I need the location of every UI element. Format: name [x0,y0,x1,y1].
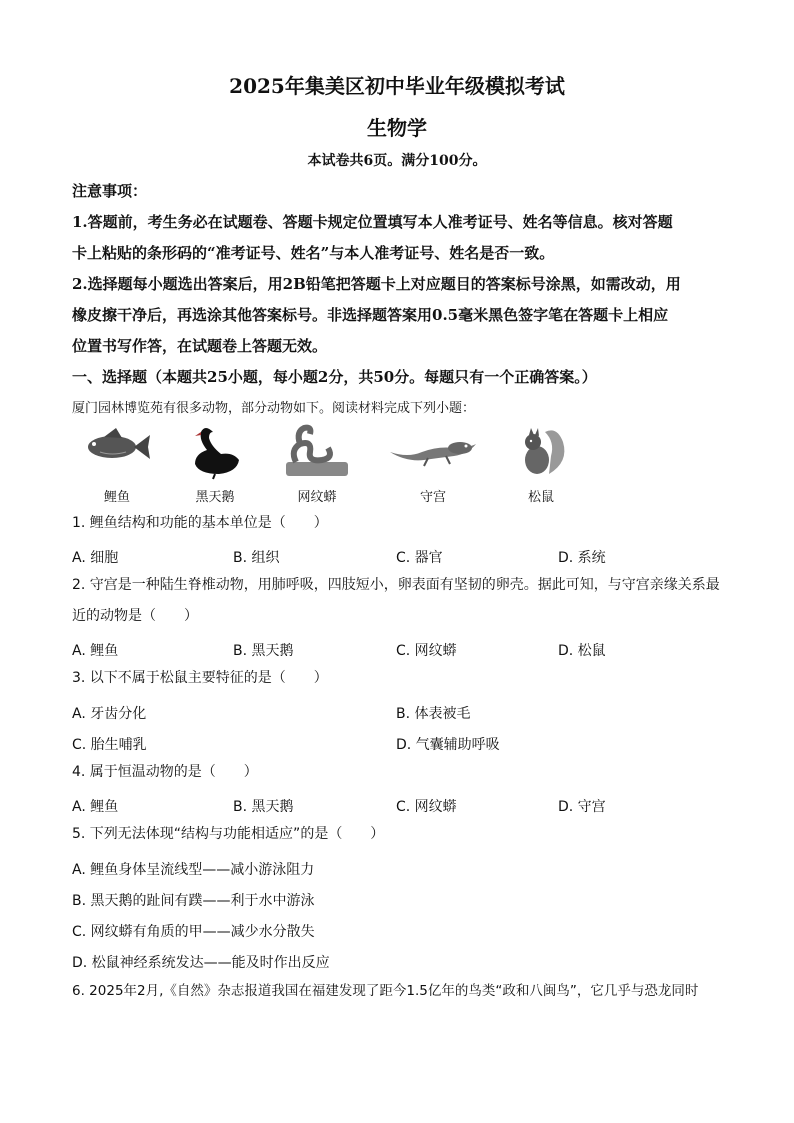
animal-carp [72,422,162,508]
section-heading: 一、选择题（本题共25小题，每小题2分，共50分。每题只有一个正确答案。） [72,368,597,386]
q5-option-b: B. 黑天鹅的趾间有蹼——利于水中游泳 [72,893,315,909]
q1-option-d: D. 系统 [558,550,606,566]
gecko-icon [388,422,478,472]
animal-gecko [388,422,478,508]
notes-line: 1.答题前，考生务必在试题卷、答题卡规定位置填写本人准考证号、姓名等信息。核对答题 [72,213,673,231]
question-6-stem: 6. 2025年2月,《自然》杂志报道我国在福建发现了距今1.5亿年的鸟类“政和八闽鸟”，它几乎与恐龙同时 [72,983,699,999]
animal-label: 鲤鱼 [103,490,130,505]
q5-option-d: D. 松鼠神经系统发达——能及时作出反应 [72,955,330,971]
q3-option-a: A. 牙齿分化 [72,706,147,722]
question-3-stem: 3. 以下不属于松鼠主要特征的是（ ） [72,670,328,686]
q4-option-b: B. 黑天鹅 [233,799,294,815]
notes-line: 卡上粘贴的条形码的“准考证号、姓名”与本人准考证号、姓名是否一致。 [72,244,555,262]
q3-option-b: B. 体表被毛 [396,706,471,722]
q3-option-d: D. 气囊辅助呼吸 [396,737,500,753]
q5-option-c: C. 网纹蟒有角质的甲——减少水分散失 [72,924,315,940]
animal-label: 网纹蟒 [297,490,337,505]
exam-title: 2025年集美区初中毕业年级模拟考试 [229,74,565,98]
animal-squirrel [496,422,586,508]
notes-line: 橡皮擦干净后，再选涂其他答案标号。非选择题答案用0.5毫米黑色签字笔在答题卡上相应 [72,306,669,324]
exam-meta: 本试卷共6页。满分100分。 [307,153,487,169]
section-intro: 厦门园林博览苑有很多动物，部分动物如下。阅读材料完成下列小题： [72,401,476,416]
animal-black-swan [170,422,260,508]
q1-option-b: B. 组织 [233,550,280,566]
subject-title: 生物学 [367,116,427,140]
squirrel-icon [511,422,571,480]
q4-option-d: D. 守宫 [558,799,606,815]
carp-icon [82,422,152,472]
notes-heading: 注意事项： [72,182,148,200]
q4-option-a: A. 鲤鱼 [72,799,119,815]
question-5-stem: 5. 下列无法体现“结构与功能相适应”的是（ ） [72,826,385,842]
question-4-stem: 4. 属于恒温动物的是（ ） [72,764,258,780]
animal-label: 守宫 [419,490,446,505]
q1-option-c: C. 器官 [396,550,443,566]
question-2-stem: 2. 守宫是一种陆生脊椎动物，用肺呼吸，四肢短小，卵表面有坚韧的卵壳。据此可知，与守宫亲缘关系最 [72,577,720,593]
animal-label: 黑天鹅 [195,490,235,505]
animal-python [272,422,362,508]
q2-option-b: B. 黑天鹅 [233,643,294,659]
q3-option-c: C. 胎生哺乳 [72,737,147,753]
q2-option-c: C. 网纹蟒 [396,643,457,659]
q2-option-d: D. 松鼠 [558,643,606,659]
q1-option-a: A. 细胞 [72,550,119,566]
q2-option-a: A. 鲤鱼 [72,643,119,659]
black-swan-icon [185,422,245,480]
q5-option-a: A. 鲤鱼身体呈流线型——减小游泳阻力 [72,862,315,878]
notes-line: 2.选择题每小题选出答案后，用2B铅笔把答题卡上对应题目的答案标号涂黑，如需改动，用 [72,275,681,293]
q4-option-c: C. 网纹蟒 [396,799,457,815]
python-icon [282,422,352,480]
notes-line: 位置书写作答，在试题卷上答题无效。 [72,337,328,355]
animal-label: 松鼠 [527,490,554,505]
animal-figure [72,422,592,508]
question-2-stem-cont: 近的动物是（ ） [72,608,198,624]
question-1-stem: 1. 鲤鱼结构和功能的基本单位是（ ） [72,515,328,531]
